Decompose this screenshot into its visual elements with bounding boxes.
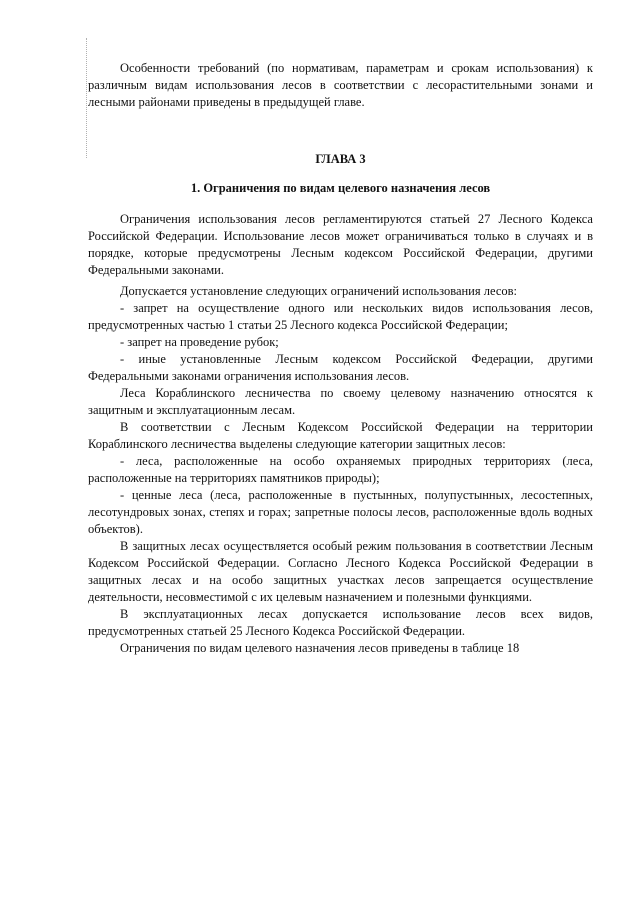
paragraph-protective-regime: В защитных лесах осуществляется особый режим пользования в соответствии Лесным Кодексом Российской Федерации. Согласно Лесного Кодекса Российской Федерации в защитных лесах и на особо защитных участках лесов запрещается осуществление деятельности, несовместимой с их целевым назначением и полезными функциями. (88, 539, 593, 604)
section-title: 1. Ограничения по видам целевого назначения лесов (190, 181, 491, 195)
intro-paragraph: Особенности требований (по нормативам, параметрам и срокам использования) к различным видам использования лесов в соответствии с лесорастительными зонами и лесными районами приведены в предыдущей главе. (88, 61, 593, 109)
list-item-ban-use-types: - запрет на осуществление одного или нескольких видов использования лесов, предусмотренных частью 1 статьи 25 Лесного кодекса Российской Федерации; (88, 301, 593, 332)
paragraph-restrictions-regulation: Ограничения использования лесов регламентируются статьей 27 Лесного Кодекса Российской Федерации. Использование лесов может ограничиваться только в случаях и в порядке, которые предусмотрены Лесным кодексом Российской Федерации, другими Федеральными законами. (88, 212, 593, 277)
paragraph-exploitation-forests: В эксплуатационных лесах допускается использование лесов всех видов, предусмотренных статьей 25 Лесного Кодекса Российской Федерации. (88, 607, 593, 638)
paragraph-protective-categories: В соответствии с Лесным Кодексом Российской Федерации на территории Кораблинского лесничества выделены следующие категории защитных лесов: (88, 420, 593, 451)
chapter-title: ГЛАВА 3 (315, 152, 366, 166)
list-item-valuable-forests: - ценные леса (леса, расположенные в пустынных, полупустынных, лесостепных, лесотундровых зонах, степях и горах; запретные полосы лесов, расположенные вдоль водных объектов). (88, 488, 593, 536)
list-item-protected-territories: - леса, расположенные на особо охраняемых природных территориях (леса, расположенные на территориях памятников природы); (88, 454, 593, 485)
list-item-other-restrictions: - иные установленные Лесным кодексом Российской Федерации, другими Федеральными законами ограничения использования лесов. (88, 352, 593, 383)
document-body (88, 60, 593, 657)
list-item-ban-logging: - запрет на проведение рубок; (120, 335, 279, 349)
paragraph-forest-purpose: Леса Кораблинского лесничества по своему целевому назначению относятся к защитным и эксплуатационным лесам. (88, 386, 593, 417)
paragraph-allowed-restrictions: Допускается установление следующих ограничений использования лесов: (120, 284, 518, 298)
paragraph-table-reference: Ограничения по видам целевого назначения лесов приведены в таблице 18 (120, 641, 520, 655)
